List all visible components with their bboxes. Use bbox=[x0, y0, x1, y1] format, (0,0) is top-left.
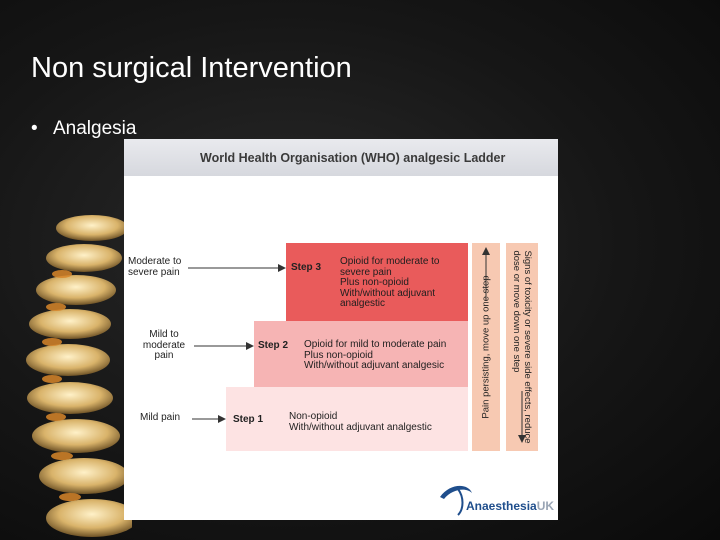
move-up-note: Pain persisting, move up one step bbox=[480, 275, 492, 419]
arrow-right-icon bbox=[192, 339, 256, 353]
slide-title: Non surgical Intervention bbox=[31, 52, 352, 84]
spine-illustration bbox=[22, 210, 132, 540]
step-3-description: Opioid for moderate to severe pain Plus non-opioid With/without adjuvant analgestic bbox=[340, 256, 440, 309]
step-2-description: Opioid for mild to moderate pain Plus non-opioid With/without adjuvant analgesic bbox=[304, 339, 447, 371]
pain-level-moderate: Mild to moderate pain bbox=[142, 329, 186, 361]
arrow-right-icon bbox=[186, 261, 288, 275]
step-1-description: Non-opioid With/without adjuvant analgestic bbox=[289, 411, 432, 433]
figure-header bbox=[124, 139, 558, 176]
logo-wordmark: AnaesthesiaUK bbox=[466, 499, 555, 513]
step-1-label: Step 1 bbox=[233, 414, 264, 425]
step-3-label: Step 3 bbox=[291, 262, 322, 273]
vertebra-column bbox=[26, 215, 132, 537]
pain-level-severe: Moderate to severe pain bbox=[128, 256, 182, 278]
bullet-item bbox=[31, 118, 136, 140]
pain-level-mild: Mild pain bbox=[140, 412, 181, 423]
arrow-right-icon bbox=[190, 412, 228, 426]
step-2-label: Step 2 bbox=[258, 340, 289, 351]
move-down-note: Signs of toxicity or severe side effects, reduce dose or move down one step bbox=[511, 250, 533, 444]
figure-title: World Health Organisation (WHO) analgesic Ladder bbox=[200, 151, 506, 165]
bullet-symbol: • bbox=[31, 118, 38, 139]
bullet-text: Analgesia bbox=[53, 118, 137, 139]
who-ladder-figure bbox=[124, 139, 558, 520]
